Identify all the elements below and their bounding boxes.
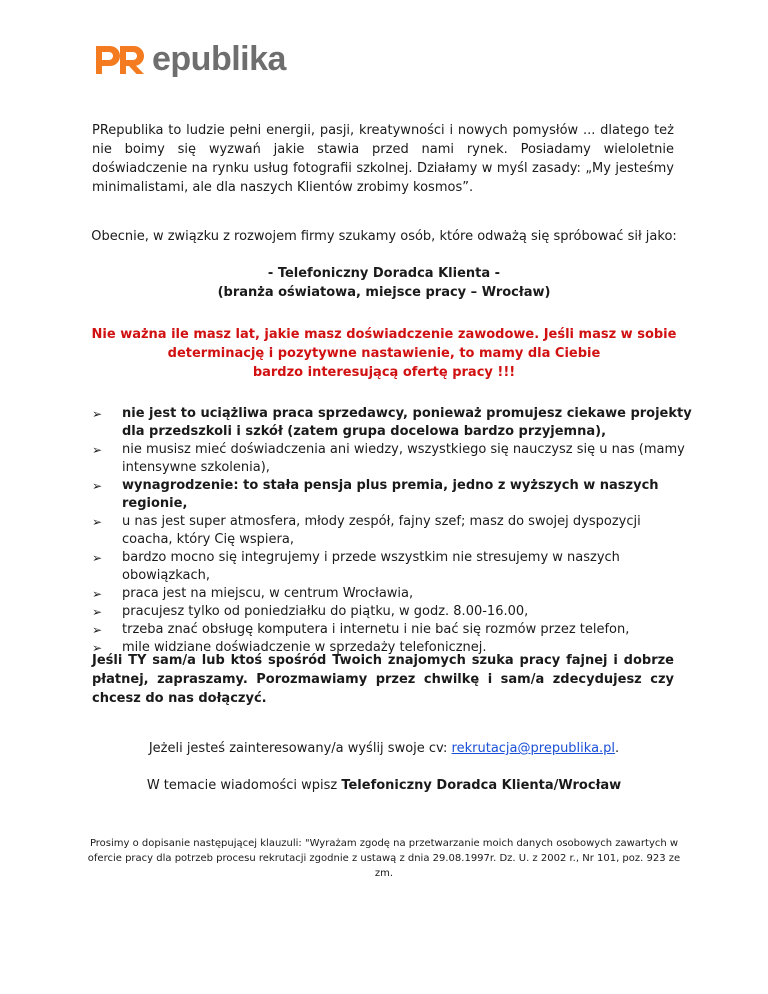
arrow-bullet-icon: ➢ <box>92 587 103 601</box>
apply-suffix: . <box>615 741 620 756</box>
arrow-bullet-icon: ➢ <box>92 623 103 637</box>
position-block <box>60 264 708 302</box>
arrow-bullet-icon: ➢ <box>92 515 103 529</box>
list-item: ➢ pracujesz tylko od poniedziałku do piątku, w godz. 8.00-16.00, <box>92 604 529 619</box>
benefits-list <box>92 405 692 657</box>
arrow-bullet-icon: ➢ <box>92 479 103 493</box>
apply-prefix: Jeżeli jesteś zainteresowany/a wyślij swoje cv: <box>148 741 452 756</box>
arrow-bullet-icon: ➢ <box>92 407 103 421</box>
list-item: ➢ wynagrodzenie: to stała pensja plus premia, jedno z wyższych w naszych regionie, <box>92 478 659 511</box>
consent-footnote: Prosimy o dopisanie następującej klauzuli: "Wyrażam zgodę na przetwarzanie moich danych osobowych zawartych w ofercie pracy dla potrzeb procesu rekrutacji zgodnie z ustawą z dnia 29.08.1997r. Dz. U. z 2002 r., Nr 101, poz. 923 ze zm. <box>87 838 681 879</box>
subject-prefix: W temacie wiadomości wpisz <box>146 778 342 793</box>
closing-paragraph: Jeśli TY sam/a lub ktoś spośród Twoich znajomych szuka pracy fajnej i dobrze płatnej, zapraszamy. Porozmawiamy przez chwilkę i sam/a zdecydujesz czy chcesz do nas dołączyć. <box>92 653 674 706</box>
arrow-bullet-icon: ➢ <box>92 641 103 655</box>
highlight-line-3: bardzo interesującą ofertę pracy !!! <box>252 365 516 380</box>
intro-paragraph: PRepublika to ludzie pełni energii, pasji, kreatywności i nowych pomysłów ... dlatego też nie boimy się wyzwań jakie stawia przed nami rynek. Posiadamy wieloletnie doświadczenie na rynku usług fotografii szkolnej. Działamy w myśl zasady: „My jesteśmy minimalistami, ale dla naszych Klientów zrobimy kosmos”. <box>92 123 674 195</box>
list-item: ➢ nie musisz mieć doświadczenia ani wiedzy, wszystkiego się nauczysz się u nas (mamy intensywne szkolenia), <box>92 442 685 475</box>
arrow-bullet-icon: ➢ <box>92 551 103 565</box>
list-item: ➢ mile widziane doświadczenie w sprzedaży telefonicznej. <box>92 640 487 655</box>
subject-value: Telefoniczny Doradca Klienta/Wrocław <box>341 778 622 793</box>
list-item: ➢ nie jest to uciążliwa praca sprzedawcy, ponieważ promujesz ciekawe projekty dla przedszkoli i szkół (zatem grupa docelowa bardzo przyjemna), <box>92 406 692 439</box>
position-subtitle: (branża oświatowa, miejsce pracy – Wrocław) <box>217 285 551 300</box>
position-title: - Telefoniczny Doradca Klienta - <box>267 266 501 281</box>
highlight-block <box>60 325 708 382</box>
highlight-line-1: Nie ważna ile masz lat, jakie masz doświadczenie zawodowe. Jeśli masz w sobie <box>91 327 677 342</box>
list-item: ➢ bardzo mocno się integrujemy i przede wszystkim nie stresujemy w naszych obowiązkach, <box>92 550 620 583</box>
logo-wordmark: epublika <box>152 40 286 78</box>
apply-line <box>60 739 708 758</box>
list-item: ➢ trzeba znać obsługę komputera i internetu i nie bać się rozmów przez telefon, <box>92 622 630 637</box>
subject-line <box>60 776 708 795</box>
arrow-bullet-icon: ➢ <box>92 443 103 457</box>
highlight-line-2: determinację i pozytywne nastawienie, to mamy dla Ciebie <box>167 346 601 361</box>
list-item: ➢ praca jest na miejscu, w centrum Wrocławia, <box>92 586 414 601</box>
search-line: Obecnie, w związku z rozwojem firmy szukamy osób, które odważą się spróbować sił jako: <box>91 229 677 244</box>
logo-pr-shape <box>92 44 150 76</box>
prepublika-logo <box>92 36 286 76</box>
arrow-bullet-icon: ➢ <box>92 605 103 619</box>
list-item: ➢ u nas jest super atmosfera, młody zespół, fajny szef; masz do swojej dyspozycji coacha, który Cię wspiera, <box>92 514 641 547</box>
email-link[interactable]: rekrutacja@prepublika.pl <box>451 741 616 756</box>
logo-pr-mark <box>92 44 150 76</box>
